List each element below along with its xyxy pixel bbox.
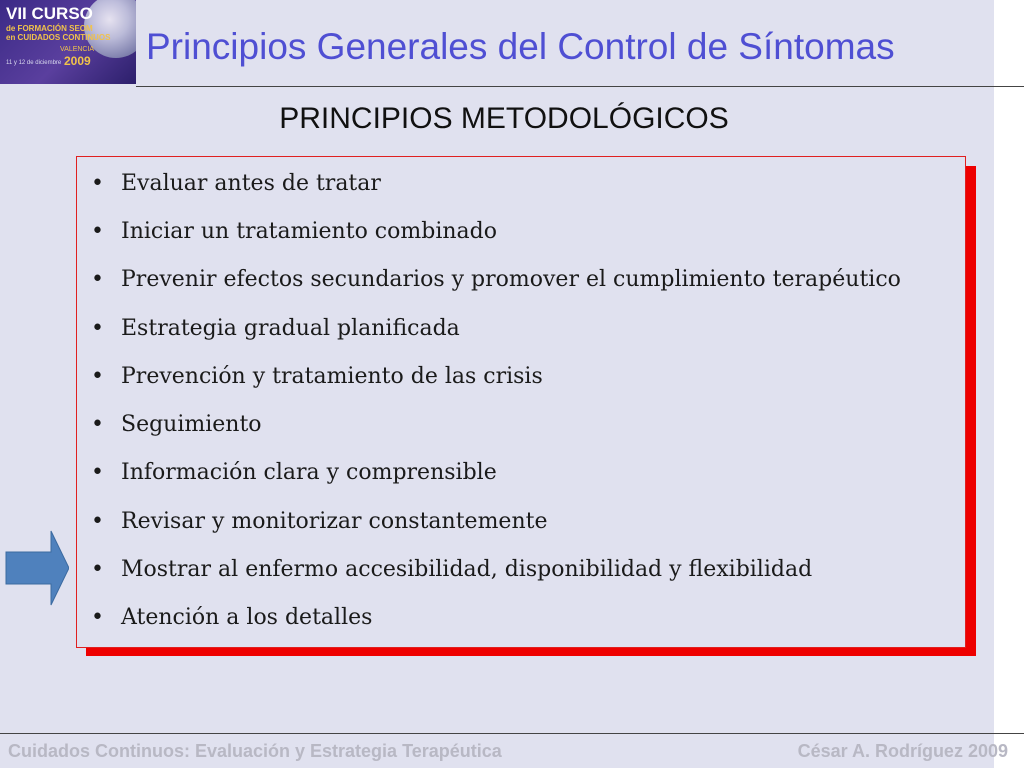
list-item-text: Revisar y monitorizar constantemente: [121, 509, 548, 534]
footer-course-name: Cuidados Continuos: Evaluación y Estrategia Terapéutica: [8, 741, 502, 761]
logo-year: 2009: [64, 54, 91, 68]
bullet-icon: •: [91, 316, 104, 341]
slide-title: Principios Generales del Control de Síntomas: [146, 26, 895, 67]
section-subtitle: PRINCIPIOS METODOLÓGICOS: [279, 102, 729, 135]
bullet-icon: •: [91, 605, 104, 630]
list-item-text: Atención a los detalles: [121, 605, 373, 630]
bullet-icon: •: [91, 364, 104, 389]
list-item-text: Seguimiento: [121, 412, 262, 437]
logo-dates: 11 y 12 de diciembre: [6, 60, 62, 66]
logo-line-1: VII CURSO: [6, 4, 93, 23]
arrow-right-icon: [5, 530, 69, 606]
bullet-icon: •: [91, 412, 104, 437]
logo-line-2: de FORMACIÓN SEOM: [6, 24, 93, 33]
list-item-text: Mostrar al enfermo accesibilidad, disponibilidad y flexibilidad: [121, 557, 813, 582]
footer-divider: [0, 733, 1024, 734]
footer-author: César A. Rodríguez 2009: [797, 741, 1008, 761]
principles-box: [76, 156, 966, 648]
logo-line-3: en CUIDADOS CONTINUOS: [6, 33, 111, 42]
list-item-text: Estrategia gradual planificada: [121, 316, 460, 341]
list-item-text: Prevención y tratamiento de las crisis: [121, 364, 543, 389]
list-item-text: Iniciar un tratamiento combinado: [121, 219, 497, 244]
title-divider: [136, 86, 1024, 87]
bullet-icon: •: [91, 557, 104, 582]
bullet-icon: •: [91, 509, 104, 534]
bullet-icon: •: [91, 219, 104, 244]
list-item-text: Evaluar antes de tratar: [121, 171, 381, 196]
logo-line-4: VALENCIA: [60, 46, 95, 53]
list-item-text: Información clara y comprensible: [121, 460, 497, 485]
course-logo: [0, 0, 136, 84]
list-item-text: Prevenir efectos secundarios y promover el cumplimiento terapéutico: [121, 267, 901, 292]
bullet-icon: •: [91, 171, 104, 196]
bullet-icon: •: [91, 267, 104, 292]
bullet-icon: •: [91, 460, 104, 485]
